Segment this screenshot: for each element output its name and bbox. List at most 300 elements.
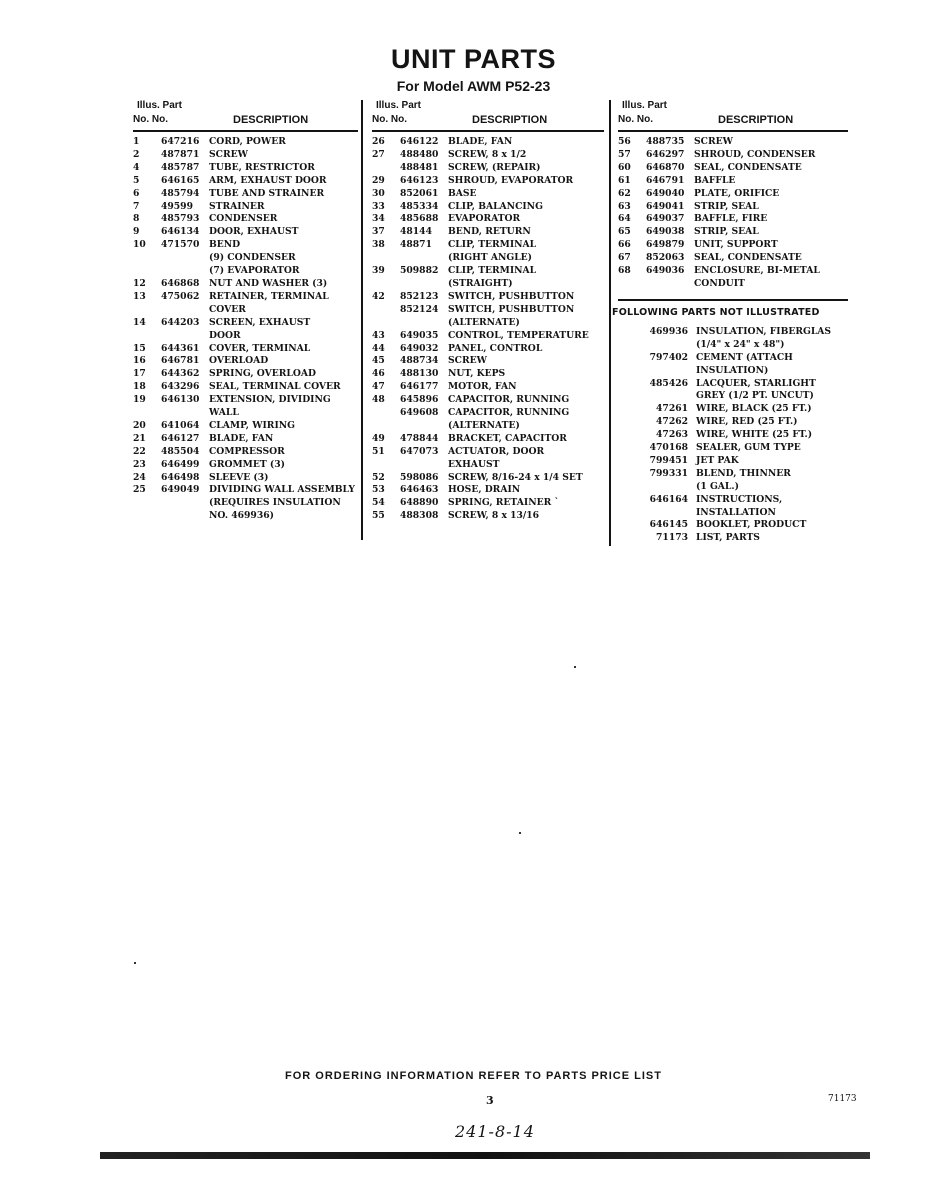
part-description: JET PAK (696, 454, 739, 466)
part-description: (7) EVAPORATOR (209, 265, 300, 277)
part-number (618, 390, 696, 403)
part-description: (RIGHT ANGLE) (448, 252, 533, 264)
not-illustrated-row (618, 378, 848, 391)
part-description: (1/4" x 24" x 48") (696, 338, 785, 350)
part-row (133, 265, 358, 278)
part-description: INSULATION, FIBERGLAS (696, 325, 832, 337)
illus-number: 44 (372, 342, 385, 354)
illus-number: 1 (133, 136, 140, 147)
part-row (133, 226, 358, 239)
part-row (133, 149, 358, 162)
parts-list (133, 136, 358, 523)
illus-number: 20 (133, 419, 146, 431)
parts-column-2 (372, 100, 604, 523)
illus-number: 42 (372, 290, 385, 302)
part-number: 646127 (161, 432, 200, 444)
part-number: 649037 (646, 213, 685, 225)
part-description: UNIT, SUPPORT (694, 239, 778, 251)
part-number: 649038 (646, 226, 685, 238)
part-row (618, 162, 848, 175)
illus-number: 18 (133, 381, 146, 393)
part-description: SPRING, RETAINER ` (448, 497, 560, 509)
illus-number: 13 (133, 290, 146, 302)
part-description: MOTOR, FAN (448, 381, 517, 393)
illus-number: 5 (133, 174, 140, 186)
part-description: NUT, KEPS (448, 368, 506, 380)
part-description: WIRE, WHITE (25 FT.) (696, 429, 813, 441)
illus-number: 38 (372, 239, 385, 251)
illus-number: 61 (618, 174, 631, 186)
not-illustrated-heading: FOLLOWING PARTS NOT ILLUSTRATED (612, 306, 820, 318)
illus-number: 63 (618, 200, 631, 212)
part-row (372, 278, 604, 291)
illus-number (133, 252, 161, 265)
part-row (372, 407, 604, 420)
illus-number: 51 (372, 445, 385, 457)
section-rule (618, 299, 848, 301)
part-number (161, 252, 209, 265)
illus-number: 30 (372, 187, 385, 199)
not-illustrated-row (618, 352, 848, 365)
part-number: 469936 (649, 325, 688, 337)
part-description: LIST, PARTS (696, 532, 760, 544)
part-number: 852063 (646, 252, 685, 264)
part-description: (9) CONDENSER (209, 252, 296, 264)
part-number: 485793 (161, 213, 200, 225)
illus-number: 10 (133, 239, 146, 251)
header-no-no: No. No. (372, 114, 407, 125)
part-description: BAFFLE, FIRE (694, 213, 768, 225)
part-description: BASE (448, 187, 477, 199)
illus-number: 52 (372, 471, 385, 483)
illus-number: 57 (618, 148, 631, 160)
part-row (133, 355, 358, 368)
part-row (372, 239, 604, 252)
part-number: 649608 (400, 407, 439, 419)
part-row (618, 188, 848, 201)
part-number (400, 278, 448, 291)
illus-number: 14 (133, 316, 146, 328)
part-number: 48871 (400, 239, 432, 251)
illus-number (133, 510, 161, 523)
part-number: 47262 (656, 416, 688, 428)
part-description: STRIP, SEAL (694, 226, 759, 238)
part-row (372, 420, 604, 433)
header-no-no: No. No. (618, 114, 653, 125)
part-number: 648890 (400, 497, 439, 509)
part-number: 475062 (161, 290, 200, 302)
illus-number: 67 (618, 252, 631, 264)
illus-number (133, 330, 161, 343)
part-description: CORD, POWER (209, 136, 286, 147)
illus-number: 29 (372, 174, 385, 186)
not-illustrated-row (618, 365, 848, 378)
part-row (372, 136, 604, 149)
column-header (618, 100, 848, 130)
illus-number: 68 (618, 265, 631, 277)
ordering-note: FOR ORDERING INFORMATION REFER TO PARTS PRICE LIST (285, 1070, 662, 1082)
part-description: NO. 469936) (209, 510, 274, 522)
part-number: 643296 (161, 381, 200, 393)
part-description: SEAL, CONDENSATE (694, 161, 802, 173)
illus-number: 39 (372, 265, 385, 277)
part-row (133, 213, 358, 226)
part-row (372, 175, 604, 188)
not-illustrated-row (618, 390, 848, 403)
part-number (161, 265, 209, 278)
part-description: SEAL, TERMINAL COVER (209, 381, 341, 393)
part-row (133, 368, 358, 381)
part-number: 488308 (400, 510, 439, 522)
part-description: SCREW, 8 x 1/2 (448, 148, 527, 160)
handwritten-note: 241-8-14 (455, 1122, 535, 1141)
part-description: SCREW, 8 x 13/16 (448, 510, 540, 522)
part-description: CLIP, TERMINAL (448, 239, 537, 251)
illus-number: 60 (618, 161, 631, 173)
part-number: 488735 (646, 136, 685, 147)
not-illustrated-list (618, 326, 848, 545)
illus-number: 12 (133, 277, 146, 289)
part-description: (1 GAL.) (696, 480, 739, 492)
not-illustrated-row (618, 442, 848, 455)
part-row (372, 459, 604, 472)
part-number: 649041 (646, 200, 685, 212)
part-number: 647216 (161, 136, 200, 147)
part-row (372, 497, 604, 510)
illus-number (372, 304, 400, 317)
illus-number: 22 (133, 445, 146, 457)
part-number: 646499 (161, 458, 200, 470)
part-number: 649049 (161, 484, 200, 496)
part-row (372, 213, 604, 226)
part-row (618, 265, 848, 278)
illus-number: 24 (133, 471, 146, 483)
part-row (133, 433, 358, 446)
header-no-no: No. No. (133, 114, 168, 125)
illus-number: 25 (133, 484, 146, 496)
illus-number (372, 407, 400, 420)
illus-number (372, 162, 400, 175)
illus-number: 46 (372, 368, 385, 380)
part-number: 485794 (161, 187, 200, 199)
illus-number: 7 (133, 200, 140, 212)
parts-list (372, 136, 604, 523)
part-description: SCREW, 8/16-24 x 1/4 SET (448, 471, 583, 483)
part-number (400, 459, 448, 472)
part-row (133, 201, 358, 214)
part-description: SHROUD, CONDENSER (694, 148, 816, 160)
part-number: 47261 (656, 403, 688, 415)
part-description: GREY (1/2 PT. UNCUT) (696, 390, 814, 402)
part-row (372, 394, 604, 407)
part-description: COMPRESSOR (209, 445, 285, 457)
not-illustrated-row (618, 429, 848, 442)
part-number: 646145 (649, 519, 688, 531)
part-number: 488481 (400, 161, 439, 173)
part-row (618, 252, 848, 265)
part-number: 47263 (656, 429, 688, 441)
part-row (133, 446, 358, 459)
part-number: 485426 (649, 377, 688, 389)
part-number: 852061 (400, 187, 439, 199)
header-description: DESCRIPTION (472, 114, 548, 126)
part-row (372, 226, 604, 239)
illus-number: 47 (372, 381, 385, 393)
not-illustrated-row (618, 455, 848, 468)
header-rule (133, 130, 358, 132)
part-row (372, 162, 604, 175)
illus-number: 43 (372, 329, 385, 341)
part-description: HOSE, DRAIN (448, 484, 521, 496)
part-number: 852124 (400, 303, 439, 315)
illus-number (372, 459, 400, 472)
part-description: INSULATION) (696, 364, 769, 376)
part-description: SCREEN, EXHAUST (209, 316, 311, 328)
part-description: (ALTERNATE) (448, 419, 520, 431)
parts-column-3 (612, 100, 848, 545)
part-number (400, 252, 448, 265)
model-subtitle: For Model AWM P52-23 (396, 78, 551, 94)
illus-number: 65 (618, 226, 631, 238)
part-number (161, 497, 209, 510)
illus-number: 37 (372, 226, 385, 238)
part-row (372, 368, 604, 381)
part-number: 646164 (649, 493, 688, 505)
part-row (133, 420, 358, 433)
part-description: BAFFLE (694, 174, 736, 186)
part-description: CONTROL, TEMPERATURE (448, 329, 589, 341)
part-description: BEND (209, 239, 241, 251)
part-number: 485334 (400, 200, 439, 212)
illus-number: 8 (133, 213, 140, 225)
part-number: 488480 (400, 148, 439, 160)
part-row (133, 497, 358, 510)
part-description: EVAPORATOR (448, 213, 521, 225)
part-row (372, 484, 604, 497)
part-description: CAPACITOR, RUNNING (448, 394, 570, 406)
part-row (618, 278, 848, 291)
part-number (400, 317, 448, 330)
illus-number: 23 (133, 458, 146, 470)
part-row (618, 239, 848, 252)
part-row (133, 472, 358, 485)
part-number: 646791 (646, 174, 685, 186)
illus-number (133, 304, 161, 317)
parts-column-1 (133, 100, 358, 523)
page-number: 3 (486, 1094, 494, 1107)
part-number (618, 339, 696, 352)
part-number: 509882 (400, 265, 439, 277)
part-description: RETAINER, TERMINAL (209, 290, 329, 302)
part-description: CLIP, TERMINAL (448, 265, 537, 277)
not-illustrated-row (618, 326, 848, 339)
part-row (133, 175, 358, 188)
not-illustrated-row (618, 468, 848, 481)
header-description: DESCRIPTION (233, 114, 309, 126)
illus-number: 33 (372, 200, 385, 212)
part-description: BLADE, FAN (448, 136, 513, 147)
part-number: 598086 (400, 471, 439, 483)
part-description: SCREW (209, 148, 248, 160)
part-description: ENCLOSURE, BI-METAL (694, 265, 820, 277)
part-number: 646177 (400, 381, 439, 393)
part-row (372, 149, 604, 162)
part-number: 646165 (161, 174, 200, 186)
part-description: SPRING, OVERLOAD (209, 368, 316, 380)
part-number: 645896 (400, 394, 439, 406)
illus-number: 27 (372, 148, 385, 160)
not-illustrated-row (618, 507, 848, 520)
part-description: TUBE AND STRAINER (209, 187, 325, 199)
part-row (618, 201, 848, 214)
part-number: 471570 (161, 239, 200, 251)
part-number (161, 304, 209, 317)
header-description: DESCRIPTION (718, 114, 794, 126)
scan-speck (134, 962, 136, 964)
part-number: 646297 (646, 148, 685, 160)
part-number (161, 407, 209, 420)
illus-number: 49 (372, 432, 385, 444)
column-header (133, 100, 358, 130)
part-description: LACQUER, STARLIGHT (696, 377, 816, 389)
part-number (646, 278, 694, 291)
part-row (133, 459, 358, 472)
part-row (133, 510, 358, 523)
part-row (133, 330, 358, 343)
part-description: STRIP, SEAL (694, 200, 759, 212)
part-description: STRAINER (209, 200, 265, 212)
part-row (618, 136, 848, 149)
not-illustrated-row (618, 481, 848, 494)
part-description: (REQUIRES INSULATION (209, 497, 341, 509)
illus-number: 19 (133, 394, 146, 406)
header-illus-part: Illus. Part (137, 100, 183, 111)
part-description: OVERLOAD (209, 355, 269, 367)
part-description: COVER (209, 303, 246, 315)
part-description: WALL (209, 407, 239, 419)
not-illustrated-row (618, 339, 848, 352)
part-description: CAPACITOR, RUNNING (448, 407, 570, 419)
part-description: CEMENT (ATTACH (696, 351, 793, 363)
part-description: PLATE, ORIFICE (694, 187, 780, 199)
part-number: 649036 (646, 265, 685, 277)
part-description: TUBE, RESTRICTOR (209, 161, 315, 173)
part-number: 487871 (161, 148, 200, 160)
part-row (133, 291, 358, 304)
part-number: 852123 (400, 290, 439, 302)
part-description: SCREW (694, 136, 733, 147)
column-divider (361, 100, 363, 540)
part-number: 644203 (161, 316, 200, 328)
part-number: 646134 (161, 226, 200, 238)
not-illustrated-row (618, 494, 848, 507)
illus-number (372, 420, 400, 433)
part-description: WIRE, BLACK (25 FT.) (696, 403, 812, 415)
part-number: 485787 (161, 161, 200, 173)
part-row (372, 355, 604, 368)
part-number: 647073 (400, 445, 439, 457)
scan-edge-bar (100, 1152, 870, 1159)
illus-number: 56 (618, 136, 631, 147)
illus-number (618, 278, 646, 291)
part-row (372, 330, 604, 343)
part-row (372, 472, 604, 485)
not-illustrated-row (618, 532, 848, 545)
part-number: 646123 (400, 174, 439, 186)
part-description: COVER, TERMINAL (209, 342, 311, 354)
part-row (372, 510, 604, 523)
part-row (133, 484, 358, 497)
part-number: 644361 (161, 342, 200, 354)
part-description: BLADE, FAN (209, 432, 274, 444)
illus-number (133, 497, 161, 510)
part-description: SEAL, CONDENSATE (694, 252, 802, 264)
part-number (618, 481, 696, 494)
part-number: 799331 (649, 467, 688, 479)
part-row (372, 188, 604, 201)
part-row (372, 201, 604, 214)
part-number: 48144 (400, 226, 432, 238)
part-row (372, 317, 604, 330)
part-row (372, 381, 604, 394)
part-description: SWITCH, PUSHBUTTON (448, 303, 575, 315)
part-number: 71173 (656, 532, 688, 544)
header-rule (618, 130, 848, 132)
scan-speck (519, 832, 521, 834)
illus-number: 55 (372, 510, 385, 522)
part-row (133, 343, 358, 356)
part-description: SEALER, GUM TYPE (696, 442, 801, 454)
part-description: CLIP, BALANCING (448, 200, 543, 212)
part-number: 488734 (400, 355, 439, 367)
page-title: UNIT PARTS (391, 44, 556, 74)
part-description: GROMMET (3) (209, 458, 285, 470)
part-row (618, 226, 848, 239)
part-description: EXTENSION, DIVIDING (209, 394, 331, 406)
part-number: 641064 (161, 419, 200, 431)
column-header (372, 100, 604, 130)
part-number: 644362 (161, 368, 200, 380)
part-description: SLEEVE (3) (209, 471, 269, 483)
part-description: BOOKLET, PRODUCT (696, 519, 807, 531)
illus-number: 34 (372, 213, 385, 225)
part-row (133, 407, 358, 420)
part-row (133, 317, 358, 330)
part-row (618, 213, 848, 226)
part-row (133, 252, 358, 265)
part-description: SCREW (448, 355, 487, 367)
illus-number: 48 (372, 394, 385, 406)
not-illustrated-row (618, 403, 848, 416)
part-row (372, 433, 604, 446)
part-description: SWITCH, PUSHBUTTON (448, 290, 575, 302)
illus-number: 53 (372, 484, 385, 496)
part-description: WIRE, RED (25 FT.) (696, 416, 798, 428)
part-number: 646463 (400, 484, 439, 496)
part-description: SHROUD, EVAPORATOR (448, 174, 574, 186)
part-row (133, 394, 358, 407)
part-description: CONDENSER (209, 213, 278, 225)
part-number: 649040 (646, 187, 685, 199)
document-code: 71173 (828, 1094, 857, 1104)
part-number: 797402 (649, 351, 688, 363)
part-description: SCREW, (REPAIR) (448, 161, 541, 173)
header-rule (372, 130, 604, 132)
part-number: 478844 (400, 432, 439, 444)
illus-number: 6 (133, 187, 140, 199)
part-row (618, 175, 848, 188)
part-row (372, 446, 604, 459)
